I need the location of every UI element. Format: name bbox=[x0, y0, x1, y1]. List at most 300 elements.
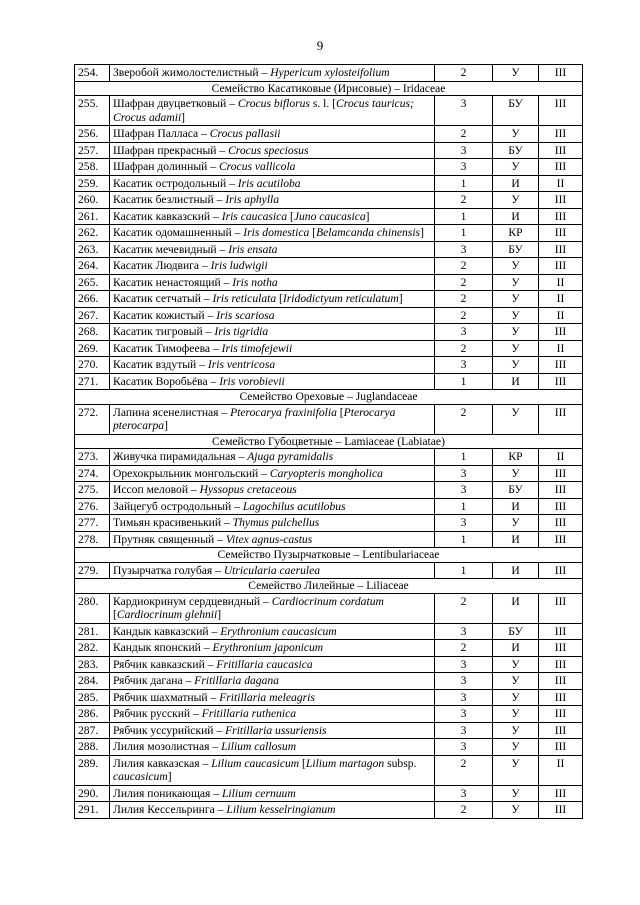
row-number: 284. bbox=[75, 673, 110, 690]
table-row bbox=[75, 562, 583, 579]
synonym-name: Lilium martagon bbox=[305, 756, 385, 770]
species-name-cell: Пузырчатка голубая – Utricularia caerulea bbox=[110, 562, 435, 579]
latin-name: Erythronium caucasicum bbox=[220, 624, 337, 638]
rarity-cell: III bbox=[539, 802, 583, 819]
latin-name: Fritillaria caucasica bbox=[216, 657, 313, 671]
species-name-cell: Рябчик уссурийский – Fritillaria ussuriensis bbox=[110, 722, 435, 739]
rarity-cell: III bbox=[539, 531, 583, 548]
species-name-cell: Прутняк священный – Vitex agnus-castus bbox=[110, 531, 435, 548]
latin-name: Iris aphylla bbox=[225, 193, 280, 206]
latin-name: Lilium caucasicum bbox=[211, 756, 300, 770]
latin-name: Hyssopus cretaceous bbox=[199, 483, 297, 496]
row-number: 291. bbox=[75, 802, 110, 819]
russian-name: Рябчик уссурийский bbox=[113, 723, 214, 737]
latin-name: Lilium cernuum bbox=[221, 786, 296, 800]
species-name-cell: Рябчик шахматный – Fritillaria meleagris bbox=[110, 689, 435, 706]
family-name: Семейство Ореховые – Juglandaceae bbox=[75, 390, 583, 405]
subspecies-marker: subsp. bbox=[384, 756, 417, 770]
species-name-cell: Касатик одомашненный – Iris domestica [Belamcanda chinensis] bbox=[110, 225, 435, 242]
table-row bbox=[75, 357, 583, 374]
status-cell: У bbox=[493, 689, 539, 706]
russian-name: Касатик кавказский bbox=[113, 209, 211, 223]
family-header-row bbox=[75, 434, 583, 449]
species-name-cell: Шафран Палласа – Crocus pallasii bbox=[110, 126, 435, 143]
status-cell: И bbox=[493, 531, 539, 548]
species-name-cell: Касатик Тимофеева – Iris timofejewii bbox=[110, 340, 435, 357]
status-cell: У bbox=[493, 65, 539, 82]
russian-name: Рябчик шахматный bbox=[113, 690, 208, 704]
row-number: 272. bbox=[75, 404, 110, 434]
status-cell: У bbox=[493, 706, 539, 723]
table-row bbox=[75, 192, 583, 209]
russian-name: Орехокрыльник монгольский bbox=[113, 466, 259, 480]
russian-name: Рябчик дагана bbox=[113, 674, 183, 687]
russian-name: Шафран долинный bbox=[113, 160, 208, 173]
family-name: Семейство Губоцветные – Lamiaceae (Labiatae) bbox=[75, 434, 583, 449]
latin-name: Lilium callosum bbox=[221, 740, 297, 753]
row-number: 289. bbox=[75, 755, 110, 785]
russian-name: Кардиокринум сердцевидный bbox=[113, 594, 261, 608]
row-number: 270. bbox=[75, 357, 110, 374]
synonym-name: Belamcanda chinensis bbox=[316, 226, 421, 239]
russian-name: Живучка пирамидальная bbox=[113, 450, 236, 463]
table-row bbox=[75, 623, 583, 640]
closing-bracket: ] bbox=[167, 770, 172, 783]
rarity-cell: III bbox=[539, 142, 583, 159]
table-row bbox=[75, 785, 583, 802]
category-cell: 1 bbox=[435, 208, 493, 225]
status-cell: КР bbox=[493, 449, 539, 466]
species-name-cell: Касатик остродольный – Iris acutiloba bbox=[110, 175, 435, 192]
table-row bbox=[75, 482, 583, 499]
russian-name: Касатик Воробьёва bbox=[113, 374, 208, 388]
rarity-cell: II bbox=[539, 755, 583, 785]
species-name-cell: Касатик тигровый – Iris tigridia bbox=[110, 324, 435, 341]
category-cell: 2 bbox=[435, 192, 493, 209]
status-cell: У bbox=[493, 404, 539, 434]
russian-name: Касатик остродольный bbox=[113, 176, 227, 190]
species-name-cell: Касатик Людвига – Iris ludwigii bbox=[110, 258, 435, 275]
family-header-row bbox=[75, 579, 583, 594]
rarity-cell: III bbox=[539, 785, 583, 802]
category-cell: 3 bbox=[435, 357, 493, 374]
species-name-cell: Кандык японский – Erythronium japonicum bbox=[110, 640, 435, 657]
russian-name: Кандык кавказский bbox=[113, 624, 209, 638]
row-number: 283. bbox=[75, 656, 110, 673]
row-number: 263. bbox=[75, 241, 110, 258]
latin-name: Iris caucasica bbox=[221, 209, 288, 223]
latin-name: Iris domestica bbox=[243, 226, 310, 239]
table-row bbox=[75, 291, 583, 308]
row-number: 271. bbox=[75, 373, 110, 390]
latin-name: Lilium kesselringianum bbox=[226, 803, 336, 816]
rarity-cell: III bbox=[539, 258, 583, 275]
rarity-cell: III bbox=[539, 689, 583, 706]
rarity-cell: III bbox=[539, 673, 583, 690]
status-cell: У bbox=[493, 340, 539, 357]
row-number: 255. bbox=[75, 96, 110, 126]
rarity-cell: II bbox=[539, 340, 583, 357]
row-number: 273. bbox=[75, 449, 110, 466]
rarity-cell: II bbox=[539, 291, 583, 308]
rarity-cell: III bbox=[539, 498, 583, 515]
table-row bbox=[75, 755, 583, 785]
closing-bracket: ] bbox=[164, 419, 168, 432]
species-name-cell: Лилия мозолистная – Lilium callosum bbox=[110, 739, 435, 756]
latin-name: Iris vorobievii bbox=[219, 374, 285, 388]
status-cell: БУ bbox=[493, 96, 539, 126]
status-cell: У bbox=[493, 656, 539, 673]
page-number: 9 bbox=[316, 38, 324, 53]
russian-name: Шафран двуцветковый bbox=[113, 97, 227, 110]
russian-name: Касатик Тимофеева bbox=[113, 341, 211, 355]
row-number: 257. bbox=[75, 142, 110, 159]
species-name-cell: Рябчик русский – Fritillaria ruthenica bbox=[110, 706, 435, 723]
table-row bbox=[75, 673, 583, 690]
status-cell: У bbox=[493, 258, 539, 275]
species-name-cell: Касатик сетчатый – Iris reticulata [Iridodictyum reticulatum] bbox=[110, 291, 435, 308]
row-number: 256. bbox=[75, 126, 110, 143]
table-row bbox=[75, 373, 583, 390]
rarity-cell: III bbox=[539, 96, 583, 126]
row-number: 282. bbox=[75, 640, 110, 657]
status-cell: У bbox=[493, 307, 539, 324]
rarity-cell: III bbox=[539, 324, 583, 341]
status-cell: У bbox=[493, 755, 539, 785]
category-cell: 2 bbox=[435, 307, 493, 324]
latin-name: Iris ludwigii bbox=[210, 259, 268, 272]
russian-name: Лилия Кессельринга bbox=[113, 803, 215, 816]
species-name-cell: Лилия кавказская – Lilium caucasicum [Lilium martagon subsp. caucasicum] bbox=[110, 755, 435, 785]
rarity-cell: III bbox=[539, 208, 583, 225]
rarity-cell: III bbox=[539, 593, 583, 623]
row-number: 287. bbox=[75, 722, 110, 739]
latin-name: Caryopteris mongholica bbox=[269, 466, 383, 480]
table-row bbox=[75, 324, 583, 341]
latin-name: Crocus speciosus bbox=[228, 143, 309, 157]
rarity-cell: III bbox=[539, 515, 583, 532]
row-number: 261. bbox=[75, 208, 110, 225]
latin-name: Lagochilus acutilobus bbox=[242, 499, 346, 513]
table-row bbox=[75, 722, 583, 739]
category-cell: 1 bbox=[435, 373, 493, 390]
species-name-cell: Касатик мечевидный – Iris ensata bbox=[110, 241, 435, 258]
table-row bbox=[75, 96, 583, 126]
row-number: 259. bbox=[75, 175, 110, 192]
russian-name: Касатик тигровый bbox=[113, 325, 203, 338]
latin-name: Iris notha bbox=[232, 275, 278, 289]
row-number: 268. bbox=[75, 324, 110, 341]
category-cell: 3 bbox=[435, 159, 493, 176]
synonym-name: Pterocarya pterocarpa bbox=[113, 405, 396, 432]
category-cell: 3 bbox=[435, 739, 493, 756]
table-row bbox=[75, 142, 583, 159]
species-name-cell: Шафран двуцветковый – Crocus biflorus s. l. [Crocus tauricus; Crocus adamii] bbox=[110, 96, 435, 126]
species-name-cell: Зайцегуб остродольный – Lagochilus acutilobus bbox=[110, 498, 435, 515]
table-row bbox=[75, 802, 583, 819]
name-separator: [ bbox=[276, 292, 283, 305]
status-cell: У bbox=[493, 722, 539, 739]
russian-name: Пузырчатка голубая bbox=[113, 563, 213, 577]
rarity-cell: III bbox=[539, 357, 583, 374]
rarity-cell: III bbox=[539, 739, 583, 756]
table-row bbox=[75, 225, 583, 242]
latin-name: Iris timofejewii bbox=[221, 341, 293, 355]
status-cell: БУ bbox=[493, 623, 539, 640]
status-cell: У bbox=[493, 673, 539, 690]
species-name-cell: Иссоп меловой – Hyssopus cretaceous bbox=[110, 482, 435, 499]
russian-name: Шафран прекрасный bbox=[113, 143, 217, 157]
latin-name: Iris reticulata bbox=[212, 292, 277, 305]
closing-bracket: ] bbox=[365, 209, 370, 223]
latin-name: Cardiocrinum cordatum bbox=[271, 594, 384, 608]
table-row bbox=[75, 340, 583, 357]
row-number: 269. bbox=[75, 340, 110, 357]
table-row bbox=[75, 307, 583, 324]
row-number: 264. bbox=[75, 258, 110, 275]
russian-name: Иссоп меловой bbox=[113, 483, 189, 496]
russian-name: Касатик кожистый bbox=[113, 308, 205, 322]
russian-name: Лилия мозолистная bbox=[113, 740, 210, 753]
status-cell: БУ bbox=[493, 241, 539, 258]
status-cell: БУ bbox=[493, 482, 539, 499]
latin-name: Iris scariosa bbox=[216, 308, 275, 322]
table-row bbox=[75, 656, 583, 673]
status-cell: У bbox=[493, 126, 539, 143]
category-cell: 3 bbox=[435, 623, 493, 640]
rarity-cell: III bbox=[539, 706, 583, 723]
name-separator: [ bbox=[299, 756, 306, 770]
species-name-cell: Шафран долинный – Crocus vallicola bbox=[110, 159, 435, 176]
rarity-cell: III bbox=[539, 404, 583, 434]
status-cell: И bbox=[493, 640, 539, 657]
rarity-cell: III bbox=[539, 159, 583, 176]
russian-name: Рябчик кавказский bbox=[113, 657, 205, 671]
latin-name: Crocus pallasii bbox=[209, 127, 281, 140]
status-cell: У bbox=[493, 192, 539, 209]
table-row bbox=[75, 241, 583, 258]
row-number: 277. bbox=[75, 515, 110, 532]
synonym-name: Juno caucasica bbox=[293, 209, 366, 223]
status-cell: И bbox=[493, 562, 539, 579]
species-table bbox=[74, 64, 583, 819]
species-name-cell: Кандык кавказский – Erythronium caucasicum bbox=[110, 623, 435, 640]
category-cell: 3 bbox=[435, 96, 493, 126]
species-name-cell: Тимьян красивенький – Thymus pulchellus bbox=[110, 515, 435, 532]
latin-name: Ajuga pyramidalis bbox=[247, 450, 334, 463]
rarity-cell: III bbox=[539, 373, 583, 390]
table-row bbox=[75, 175, 583, 192]
row-number: 275. bbox=[75, 482, 110, 499]
name-separator: s. l. [ bbox=[309, 97, 337, 110]
synonym-name: Cardiocrinum glehnii bbox=[116, 608, 218, 621]
status-cell: И bbox=[493, 593, 539, 623]
category-cell: 2 bbox=[435, 802, 493, 819]
row-number: 265. bbox=[75, 274, 110, 291]
species-name-cell: Рябчик кавказский – Fritillaria caucasica bbox=[110, 656, 435, 673]
name-separator: [ bbox=[287, 209, 294, 223]
row-number: 262. bbox=[75, 225, 110, 242]
russian-name: Касатик мечевидный bbox=[113, 242, 217, 256]
category-cell: 3 bbox=[435, 706, 493, 723]
category-cell: 1 bbox=[435, 531, 493, 548]
row-number: 254. bbox=[75, 65, 110, 82]
species-name-cell: Касатик безлистный – Iris aphylla bbox=[110, 192, 435, 209]
latin-name: Iris ensata bbox=[228, 242, 278, 256]
category-cell: 2 bbox=[435, 274, 493, 291]
latin-name: Iris ventricosa bbox=[207, 358, 276, 371]
family-name: Семейство Пузырчатковые – Lentibulariaceae bbox=[75, 548, 583, 563]
category-cell: 3 bbox=[435, 785, 493, 802]
row-number: 279. bbox=[75, 562, 110, 579]
table-row bbox=[75, 706, 583, 723]
status-cell: И bbox=[493, 208, 539, 225]
category-cell: 1 bbox=[435, 225, 493, 242]
category-cell: 3 bbox=[435, 241, 493, 258]
latin-name: Crocus vallicola bbox=[218, 160, 296, 173]
table-row bbox=[75, 739, 583, 756]
russian-name: Лилия кавказская bbox=[113, 756, 200, 770]
category-cell: 2 bbox=[435, 340, 493, 357]
category-cell: 1 bbox=[435, 498, 493, 515]
table-row bbox=[75, 126, 583, 143]
row-number: 274. bbox=[75, 465, 110, 482]
status-cell: У bbox=[493, 291, 539, 308]
table-row bbox=[75, 258, 583, 275]
rarity-cell: III bbox=[539, 192, 583, 209]
table-row bbox=[75, 640, 583, 657]
status-cell: У bbox=[493, 159, 539, 176]
russian-name: Рябчик русский bbox=[113, 707, 191, 720]
table-row bbox=[75, 404, 583, 434]
species-name-cell: Орехокрыльник монгольский – Caryopteris mongholica bbox=[110, 465, 435, 482]
russian-name: Тимьян красивенький bbox=[113, 516, 222, 529]
rarity-cell: III bbox=[539, 465, 583, 482]
status-cell: И bbox=[493, 175, 539, 192]
russian-name: Лилия поникающая bbox=[113, 786, 211, 800]
rarity-cell: II bbox=[539, 307, 583, 324]
row-number: 290. bbox=[75, 785, 110, 802]
russian-name: Зайцегуб остродольный bbox=[113, 499, 232, 513]
table-row bbox=[75, 498, 583, 515]
category-cell: 3 bbox=[435, 722, 493, 739]
latin-name: Pterocarya fraxinifolia bbox=[230, 405, 337, 419]
species-name-cell: Рябчик дагана – Fritillaria dagana bbox=[110, 673, 435, 690]
rarity-cell: III bbox=[539, 623, 583, 640]
status-cell: У bbox=[493, 357, 539, 374]
closing-bracket: ] bbox=[398, 292, 403, 305]
row-number: 260. bbox=[75, 192, 110, 209]
rarity-cell: II bbox=[539, 175, 583, 192]
species-name-cell: Зверобой жимолостелистный – Hypericum xylosteifolium bbox=[110, 65, 435, 82]
species-name-cell: Касатик ненастоящий – Iris notha bbox=[110, 274, 435, 291]
family-header-row bbox=[75, 548, 583, 563]
russian-name: Лапина ясенелистная bbox=[113, 405, 219, 419]
latin-name: Crocus biflorus bbox=[237, 97, 310, 110]
category-cell: 2 bbox=[435, 404, 493, 434]
status-cell: У bbox=[493, 515, 539, 532]
row-number: 288. bbox=[75, 739, 110, 756]
table-row bbox=[75, 689, 583, 706]
table-row bbox=[75, 593, 583, 623]
latin-name: Iris acutiloba bbox=[237, 176, 301, 190]
rarity-cell: III bbox=[539, 656, 583, 673]
latin-name: Fritillaria ruthenica bbox=[201, 707, 297, 720]
russian-name: Касатик одомашненный bbox=[113, 226, 232, 239]
row-number: 267. bbox=[75, 307, 110, 324]
category-cell: 3 bbox=[435, 673, 493, 690]
russian-name: Касатик вздутый bbox=[113, 358, 197, 371]
name-separator: [ bbox=[113, 608, 117, 621]
russian-name: Касатик ненастоящий bbox=[113, 275, 221, 289]
family-header-row bbox=[75, 390, 583, 405]
table-row bbox=[75, 465, 583, 482]
row-number: 286. bbox=[75, 706, 110, 723]
status-cell: БУ bbox=[493, 142, 539, 159]
rarity-cell: III bbox=[539, 126, 583, 143]
category-cell: 2 bbox=[435, 593, 493, 623]
rarity-cell: III bbox=[539, 225, 583, 242]
rarity-cell: II bbox=[539, 449, 583, 466]
russian-name: Касатик Людвига bbox=[113, 259, 200, 272]
row-number: 266. bbox=[75, 291, 110, 308]
species-name-cell: Касатик кожистый – Iris scariosa bbox=[110, 307, 435, 324]
russian-name: Касатик сетчатый bbox=[113, 292, 201, 305]
table-row bbox=[75, 159, 583, 176]
category-cell: 1 bbox=[435, 175, 493, 192]
status-cell: У bbox=[493, 739, 539, 756]
table-row bbox=[75, 531, 583, 548]
latin-name: Fritillaria ussuriensis bbox=[225, 723, 327, 737]
russian-name: Зверобой жимолостелистный bbox=[113, 66, 259, 79]
table-row bbox=[75, 65, 583, 82]
name-separator: [ bbox=[309, 226, 317, 239]
table-row bbox=[75, 208, 583, 225]
species-name-cell: Лилия поникающая – Lilium cernuum bbox=[110, 785, 435, 802]
category-cell: 2 bbox=[435, 640, 493, 657]
russian-name: Прутняк священный bbox=[113, 532, 215, 546]
category-cell: 1 bbox=[435, 449, 493, 466]
rarity-cell: III bbox=[539, 241, 583, 258]
latin-name: Utricularia caerulea bbox=[223, 563, 321, 577]
family-name: Семейство Лилейные – Liliaceae bbox=[75, 579, 583, 594]
table-row bbox=[75, 515, 583, 532]
category-cell: 2 bbox=[435, 291, 493, 308]
species-name-cell: Лапина ясенелистная – Pterocarya fraxinifolia [Pterocarya pterocarpa] bbox=[110, 404, 435, 434]
category-cell: 1 bbox=[435, 562, 493, 579]
category-cell: 3 bbox=[435, 482, 493, 499]
name-separator: [ bbox=[336, 405, 344, 419]
category-cell: 3 bbox=[435, 689, 493, 706]
closing-bracket: ] bbox=[181, 110, 186, 124]
rarity-cell: III bbox=[539, 65, 583, 82]
category-cell: 2 bbox=[435, 126, 493, 143]
synonym-name: Crocus tauricus; Crocus adamii bbox=[113, 97, 414, 124]
row-number: 281. bbox=[75, 623, 110, 640]
status-cell: У bbox=[493, 802, 539, 819]
category-cell: 3 bbox=[435, 465, 493, 482]
family-header-row bbox=[75, 81, 583, 96]
category-cell: 3 bbox=[435, 656, 493, 673]
latin-name: Fritillaria dagana bbox=[194, 674, 279, 687]
latin-name: Thymus pulchellus bbox=[232, 516, 320, 529]
status-cell: КР bbox=[493, 225, 539, 242]
rarity-cell: III bbox=[539, 482, 583, 499]
synonym-name: Iridodictyum reticulatum bbox=[282, 292, 399, 305]
status-cell: У bbox=[493, 274, 539, 291]
category-cell: 2 bbox=[435, 258, 493, 275]
category-cell: 2 bbox=[435, 755, 493, 785]
